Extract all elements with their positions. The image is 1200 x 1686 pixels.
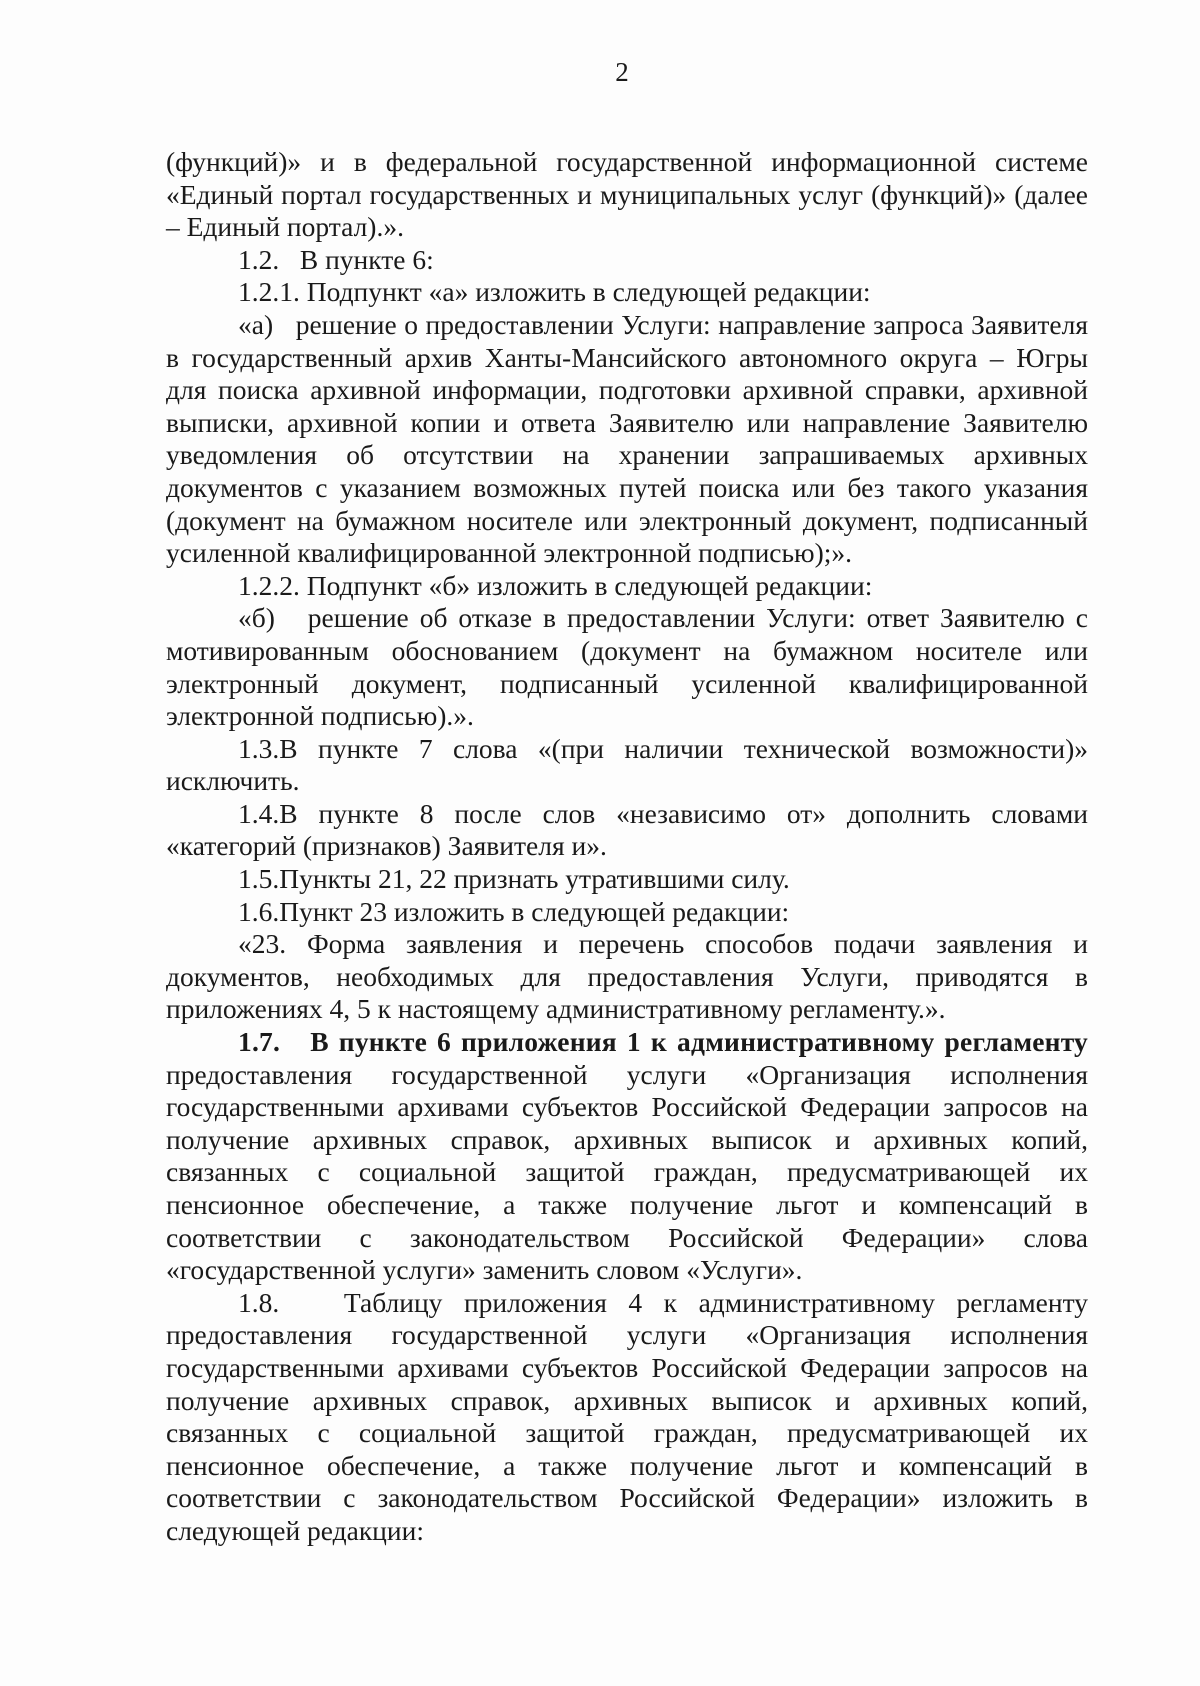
paragraph-1-8: 1.8. Таблицу приложения 4 к административному регламенту предоставления государственной услуги «Организация исполнения государственными архивами субъектов Российской Федерации запросов на получение архивных справок, архивных выписок и архивных копий, связанных с социальной защитой граждан, предусматривающей их пенсионное обеспечение, а также получение льгот и компенсаций в соответствии с законодательством Российской Федерации» изложить в следующей редакции: (166, 1286, 1088, 1546)
paragraph-1-6: 1.6.Пункт 23 изложить в следующей редакции: (238, 895, 790, 927)
paragraph-1-4: 1.4.В пункте 8 после слов «независимо от» дополнить словами «категорий (признаков) Заявителя и». (166, 797, 1088, 862)
paragraph-1-2-2: 1.2.2. Подпункт «б» изложить в следующей редакции: (238, 569, 873, 601)
paragraph-1-5: 1.5.Пункты 21, 22 признать утратившими силу. (238, 863, 790, 895)
page-number: 2 (615, 57, 629, 87)
paragraph-1-2-1: 1.2.1. Подпункт «а» изложить в следующей редакции: (238, 276, 871, 308)
paragraph-continuation: (функций)» и в федеральной государственной информационной системе «Единый портал государственных и муниципальных услуг (функций)» (далее – Единый портал).». (166, 146, 1088, 243)
paragraph-1-2: 1.2. В пункте 6: (238, 243, 434, 275)
paragraph-subitem-a: «а) решение о предоставлении Услуги: направление запроса Заявителя в государственный архив Ханты-Мансийского автономного округа – Югры для поиска архивной информации, подготовки архивной справки, архивной выписки, архивной копии и ответа Заявителю или направление Заявителю уведомления об отсутствии на хранении запрашиваемых архивных документов с указанием возможных путей поиска или без такого указания (документ на бумажном носителе или электронный документ, подписанный усиленной квалифицированной электронной подписью);». (166, 308, 1088, 569)
paragraph-1-7-rest: предоставления государственной услуги «Организация исполнения государственными архивами субъектов Российской Федерации запросов на получение архивных справок, архивных выписок и архивных копий, связанных с социальной защитой граждан, предусматривающей их пенсионное обеспечение, а также получение льгот и компенсаций в соответствии с законодательством Российской Федерации» слова «государственной услуги» заменить словом «Услуги». (166, 1058, 1088, 1286)
paragraph-1-7-lead: 1.7. В пункте 6 приложения 1 к административному регламенту (238, 1026, 1088, 1058)
paragraph-item-23: «23. Форма заявления и перечень способов подачи заявления и документов, необходимых для предоставления Услуги, приводятся в приложениях 4, 5 к настоящему административному регламенту.». (166, 928, 1088, 1025)
paragraph-1-7 (166, 1026, 1088, 1287)
paragraph-subitem-b: «б) решение об отказе в предоставлении Услуги: ответ Заявителю с мотивированным обоснованием (документ на бумажном носителе или электронный документ, подписанный усиленной квалифицированной электронной подписью).». (166, 602, 1088, 732)
document-body (166, 146, 1088, 1548)
paragraph-1-3: 1.3.В пункте 7 слова «(при наличии технической возможности)» исключить. (166, 732, 1088, 797)
